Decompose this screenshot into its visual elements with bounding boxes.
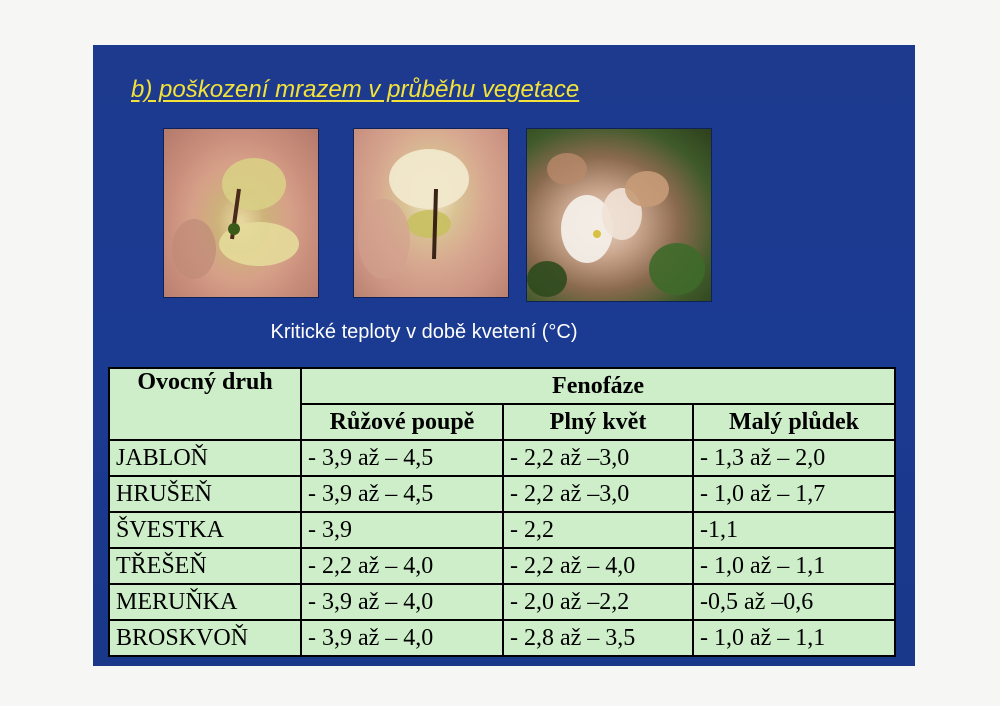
cell-full-bloom: - 2,2 až – 4,0 [503,548,693,584]
frost-damaged-flower-photo [353,128,509,298]
cell-pink-bud: - 3,9 až – 4,5 [301,440,503,476]
header-phase-pink-bud: Růžové poupě [301,404,503,440]
cell-small-fruit: -0,5 až –0,6 [693,584,895,620]
table-row [109,476,895,512]
table-row [109,584,895,620]
cell-small-fruit: - 1,0 až – 1,1 [693,548,895,584]
cell-full-bloom: - 2,2 až –3,0 [503,476,693,512]
row-species: HRUŠEŇ [109,476,301,512]
cell-small-fruit: -1,1 [693,512,895,548]
slide-title: b) poškození mrazem v průběhu vegetace [131,76,580,103]
cell-small-fruit: - 1,0 až – 1,7 [693,476,895,512]
header-phase-full-bloom: Plný květ [503,404,693,440]
slide [93,45,915,666]
cell-small-fruit: - 1,0 až – 1,1 [693,620,895,656]
cell-pink-bud: - 3,9 až – 4,0 [301,620,503,656]
cell-pink-bud: - 3,9 [301,512,503,548]
table-row [109,620,895,656]
cell-full-bloom: - 2,8 až – 3,5 [503,620,693,656]
row-species: JABLOŇ [109,440,301,476]
frost-damaged-blossoms-photo [526,128,712,302]
cell-pink-bud: - 3,9 až – 4,0 [301,584,503,620]
cell-pink-bud: - 2,2 až – 4,0 [301,548,503,584]
row-species: MERUŇKA [109,584,301,620]
header-species: Ovocný druh [109,368,301,440]
cell-full-bloom: - 2,2 [503,512,693,548]
cell-pink-bud: - 3,9 až – 4,5 [301,476,503,512]
table-row [109,548,895,584]
header-phenophase: Fenofáze [301,368,895,404]
cell-full-bloom: - 2,0 až –2,2 [503,584,693,620]
table-row [109,512,895,548]
critical-temperatures-table [108,367,896,657]
frost-damaged-bud-photo [163,128,319,298]
table-caption: Kritické teploty v době kvetení (°C) [270,321,578,343]
row-species: BROSKVOŇ [109,620,301,656]
table-row [109,440,895,476]
cell-full-bloom: - 2,2 až –3,0 [503,440,693,476]
row-species: TŘEŠEŇ [109,548,301,584]
table-header-row [109,368,895,404]
row-species: ŠVESTKA [109,512,301,548]
cell-small-fruit: - 1,3 až – 2,0 [693,440,895,476]
header-phase-small-fruit: Malý plůdek [693,404,895,440]
